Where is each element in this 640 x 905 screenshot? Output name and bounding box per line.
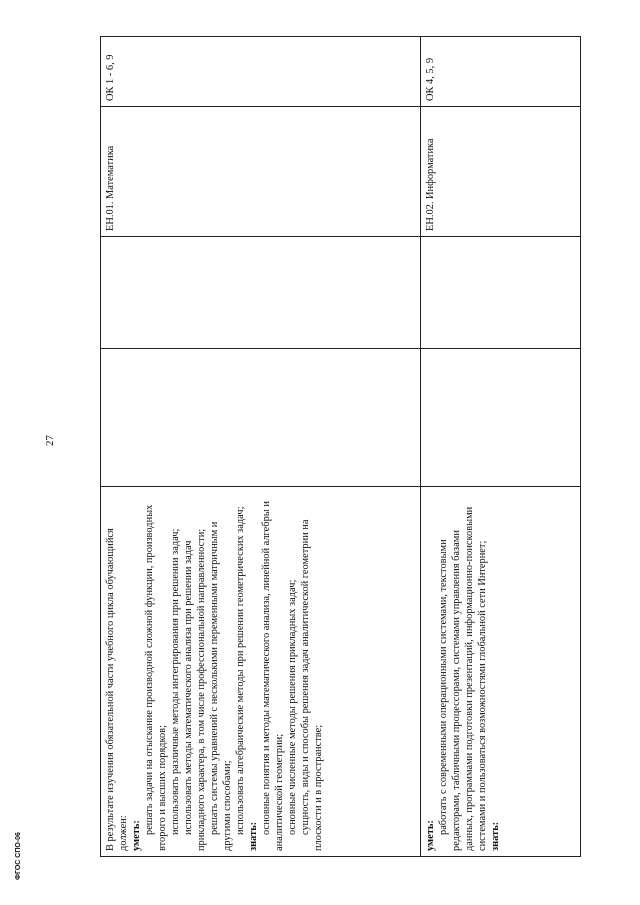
desc-heading-skills: уметь:: [131, 820, 142, 851]
cell-obligatory-load-informatics: [421, 237, 581, 349]
table-row-math: [101, 37, 421, 857]
cell-index-math: ЕН.01. Математика: [101, 107, 421, 237]
footer-code: ФГОС СПО-06: [15, 832, 22, 880]
desc-line: решать системы уравнений с несколькими переменными матричным и другими способами;: [209, 521, 233, 851]
desc-line: В результате изучения обязательной части учебного цикла обучающийся должен:: [105, 528, 129, 851]
rotated-table-wrapper: [100, 37, 580, 857]
desc-line: основные численные методы решения прикладных задач;: [287, 579, 298, 835]
desc-line: решать задачи на отыскание производной сложной функции, производных второго и высших порядков;: [144, 504, 168, 851]
table-row-informatics: [421, 37, 581, 857]
desc-heading-knowledge: знать:: [248, 821, 259, 851]
page-number: 27: [44, 435, 56, 446]
desc-line: основные понятия и методы математического анализа, линейной алгебры и аналитической геометрии;: [261, 501, 285, 851]
cell-competencies-math: ОК 1 - 6, 9: [101, 37, 421, 107]
desc-heading-skills: уметь:: [425, 820, 436, 851]
desc-line: использовать алгебраические методы при решении геометрических задач;: [235, 506, 246, 835]
desc-line: сущность, виды и способы решения задач аналитической геометрии на плоскости и в пространстве;: [300, 519, 324, 851]
cell-description-math: [101, 487, 421, 857]
desc-line: работать с современными операционными системами, текстовыми редакторами, табличными процессорами, системами управления базами данных, программами подготовки презентаций, информационно-поисковыми системами и пользоваться возможностями глобальной сети Интернет;: [438, 506, 488, 851]
cell-index-informatics: ЕН.02. Информатика: [421, 107, 581, 237]
curriculum-table: [100, 36, 581, 857]
desc-heading-knowledge: знать:: [490, 821, 501, 851]
cell-description-informatics: [421, 487, 581, 857]
cell-max-load-informatics: [421, 349, 581, 487]
cell-max-load-math: [101, 349, 421, 487]
desc-line: использовать методы математического анализа при решении задач прикладного характера, в том числе профессиональной направленности;: [183, 528, 207, 851]
cell-competencies-informatics: ОК 4, 5, 9: [421, 37, 581, 107]
desc-line: использовать различные методы интегрирования при решении задач;: [170, 528, 181, 835]
cell-obligatory-load-math: [101, 237, 421, 349]
